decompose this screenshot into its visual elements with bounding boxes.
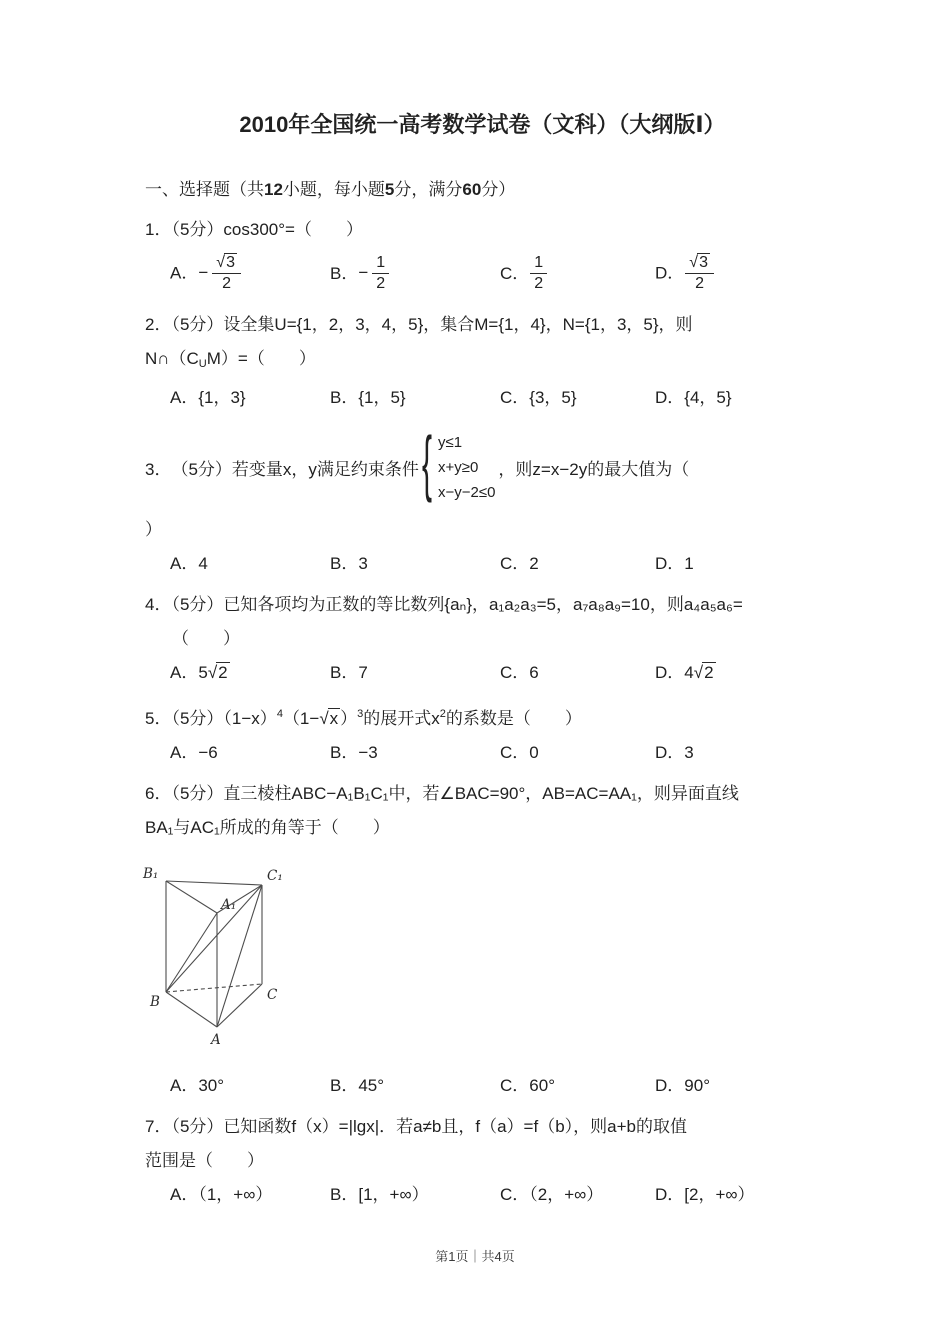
option-label: C． (500, 663, 530, 682)
option-text: 2 (529, 554, 539, 573)
question-number: 5． (145, 709, 172, 728)
radical (208, 662, 230, 682)
section-text: 分，满分 (394, 180, 463, 199)
question-1-stem (145, 213, 820, 247)
fraction (212, 253, 241, 293)
question-1-options (145, 247, 820, 301)
question-4 (145, 588, 820, 690)
question-6-stem-line2: BA₁与AC₁所成的角等于（ ） (145, 818, 390, 837)
q3-option-b (330, 547, 500, 581)
sqrt-sign: √ (207, 663, 217, 682)
option-label: C． (500, 1076, 530, 1095)
option-label: D． (655, 388, 685, 407)
question-2-stem (145, 308, 820, 342)
stem-text: N∩（C (145, 349, 199, 368)
q7-option-b (330, 1178, 500, 1212)
option-label: B． (330, 663, 359, 682)
edge-BA (166, 992, 217, 1027)
question-number: 7． (145, 1117, 172, 1136)
minus-sign: − (358, 263, 369, 283)
q4-option-d (655, 656, 820, 690)
question-number: 4． (145, 595, 172, 614)
q1-option-a (170, 254, 330, 294)
stem-text: ） (340, 709, 358, 728)
q3-option-c (500, 547, 655, 581)
q3-option-d (655, 547, 820, 581)
constraint-system (421, 423, 496, 505)
option-label: A． (170, 743, 199, 762)
fraction (685, 253, 714, 293)
option-text: −6 (198, 743, 218, 762)
option-text: {1，3} (198, 388, 246, 407)
radicand: 2 (218, 663, 228, 682)
option-text: [1，+∞） (358, 1185, 429, 1204)
stem-text: （5分）cos300°=（ ） (171, 220, 363, 239)
coefficient: 4 (684, 663, 694, 682)
question-number: 3． (145, 460, 172, 479)
q4-option-b (330, 656, 500, 690)
section-header (145, 173, 820, 207)
option-text: 3 (684, 743, 694, 762)
option-label: A． (170, 663, 199, 682)
radicand: 2 (704, 663, 714, 682)
question-number: 2． (145, 315, 172, 334)
stem-text: （5分）若变量x，y满足约束条件 (171, 460, 419, 479)
q7-option-d (655, 1178, 820, 1212)
question-3-close-paren: ） (145, 520, 162, 539)
page-title: 2010年全国统一高考数学试卷（文科）（大纲版Ⅰ） (239, 112, 726, 137)
q2-option-d (655, 381, 820, 415)
question-3-stem (145, 422, 820, 513)
q4-option-c (500, 656, 655, 690)
exponent-3: 3 (357, 708, 364, 720)
question-5-stem (145, 697, 820, 736)
vertex-label-A: A (211, 1032, 221, 1048)
vertex-label-B1: B₁ (143, 866, 159, 882)
edge-B1A1 (166, 881, 217, 913)
sqrt-sign: √ (216, 254, 225, 272)
option-text: 7 (358, 663, 368, 682)
stem-text: （5分）直三棱柱ABC−A₁B₁C₁中，若∠BAC=90°，AB=AC=AA₁，则异面直线 (171, 784, 739, 803)
diagonal-BA1 (166, 913, 217, 992)
q5-option-b (330, 736, 500, 770)
constraint-2: x+y≥0 (437, 459, 479, 476)
question-2-stem-line2 (145, 342, 820, 381)
q1-option-d (655, 254, 820, 294)
section-text: 小题，每小题 (282, 180, 385, 199)
denominator: 2 (695, 275, 705, 292)
q6-option-c (500, 1069, 655, 1103)
section-text: 一、选择题（共 (145, 180, 264, 199)
option-text: 1 (684, 554, 694, 573)
diagonal-BC1 (166, 885, 262, 992)
constraint-3: x−y−2≤0 (437, 484, 496, 501)
denominator: 2 (534, 274, 544, 292)
brace-icon: { (421, 423, 432, 505)
question-4-options (145, 656, 820, 690)
page-number: 第1页｜共4页 (435, 1249, 515, 1264)
question-3 (145, 422, 820, 581)
option-label: D． (655, 1185, 685, 1204)
question-2-options (145, 381, 820, 415)
question-number: 1． (145, 220, 172, 239)
edge-BC-hidden (166, 984, 262, 992)
question-7 (145, 1110, 820, 1212)
option-label: A． (170, 263, 199, 283)
option-text: （1，+∞） (198, 1185, 273, 1204)
numerator: 1 (372, 254, 389, 274)
option-label: C． (500, 263, 530, 283)
stem-text: M）=（ ） (206, 349, 316, 368)
option-text: （2，+∞） (529, 1185, 604, 1204)
vertex-label-C1: C₁ (267, 868, 283, 884)
option-label: A． (170, 388, 199, 407)
q2-option-b (330, 381, 500, 415)
option-label: C． (500, 1185, 530, 1204)
option-label: D． (655, 263, 685, 283)
subscript-U: U (198, 358, 207, 370)
question-6-options (145, 1069, 820, 1103)
fraction (530, 254, 547, 293)
option-label: B． (330, 263, 359, 283)
option-text: {1，5} (358, 388, 406, 407)
coefficient: 5 (198, 663, 208, 682)
numerator: 1 (530, 254, 547, 274)
exponent-4: 4 (276, 708, 283, 720)
option-label: B． (330, 1185, 359, 1204)
stem-text: 的系数是（ ） (445, 709, 582, 728)
exponent-2: 2 (439, 708, 446, 720)
denominator: 2 (376, 274, 386, 292)
q2-option-c (500, 381, 655, 415)
question-1 (145, 213, 820, 301)
question-4-stem (145, 588, 820, 622)
question-6 (145, 777, 820, 1103)
question-number: 6． (145, 784, 172, 803)
stem-text: 的展开式x (363, 709, 440, 728)
question-5 (145, 697, 820, 770)
section-points-each: 5 (384, 180, 395, 199)
radicand: 3 (226, 254, 235, 272)
option-text: 45° (358, 1076, 385, 1095)
question-7-stem (145, 1110, 820, 1144)
sqrt-sign: √ (319, 709, 328, 728)
q6-option-b (330, 1069, 500, 1103)
sqrt-sign: √ (693, 663, 703, 682)
stem-text: ，则z=x−2y的最大值为（ (498, 460, 690, 479)
option-label: B． (330, 1076, 359, 1095)
option-label: B． (330, 388, 359, 407)
question-2 (145, 308, 820, 415)
vertex-label-A1: A₁ (221, 897, 237, 913)
section-points-total: 60 (462, 180, 482, 199)
stem-text: （5分）（1−x） (171, 709, 277, 728)
q3-option-a (170, 547, 330, 581)
option-label: D． (655, 663, 685, 682)
prism-figure-svg (141, 859, 301, 1051)
radicand: 3 (699, 254, 708, 272)
sqrt-sign: √ (689, 254, 698, 272)
question-6-stem (145, 777, 820, 811)
q6-option-a (170, 1069, 330, 1103)
q1-option-b (330, 255, 500, 294)
option-label: D． (655, 1076, 685, 1095)
option-label: D． (655, 554, 685, 573)
option-text: 0 (529, 743, 539, 762)
q5-option-d (655, 736, 820, 770)
radical (319, 708, 340, 728)
option-text: [2，+∞） (684, 1185, 755, 1204)
question-4-stem-line2: （ ） (172, 629, 240, 648)
radical (694, 662, 716, 682)
stem-text: （5分）设全集U={1，2，3，4，5}，集合M={1，4}，N={1，3，5}，则 (171, 315, 693, 334)
q5-option-c (500, 736, 655, 770)
option-text: 60° (529, 1076, 555, 1095)
q7-option-c (500, 1178, 655, 1212)
q4-option-a (170, 656, 330, 690)
option-label: B． (330, 743, 359, 762)
minus-sign: − (198, 263, 209, 283)
section-count: 12 (264, 180, 283, 199)
q5-option-a (170, 736, 330, 770)
option-label: A． (170, 554, 199, 573)
question-3-options (145, 547, 820, 581)
radicand: x (329, 709, 339, 728)
constraints (438, 430, 495, 505)
q1-option-c (500, 255, 655, 294)
question-5-options (145, 736, 820, 770)
question-7-stem-line2: 范围是（ ） (145, 1151, 264, 1170)
fraction (372, 254, 389, 293)
option-text: 30° (198, 1076, 225, 1095)
option-text: 90° (684, 1076, 710, 1095)
vertex-label-C: C (267, 987, 278, 1003)
q2-option-a (170, 381, 330, 415)
stem-text: （5分）已知各项均为正数的等比数列{aₙ}，a₁a₂a₃=5，a₇a₈a₉=10，则a₄a₅a₆= (171, 595, 743, 614)
option-label: C． (500, 388, 530, 407)
option-label: C． (500, 554, 530, 573)
option-label: A． (170, 1076, 199, 1095)
option-text: {4，5} (684, 388, 732, 407)
option-text: −3 (358, 743, 378, 762)
q6-option-d (655, 1069, 820, 1103)
denominator: 2 (222, 275, 232, 292)
stem-text: （5分）已知函数f（x）=|lgx|．若a≠b且，f（a）=f（b），则a+b的取值 (171, 1117, 687, 1136)
option-text: 6 (529, 663, 539, 682)
q7-option-a (170, 1178, 330, 1212)
section-text: 分） (481, 180, 516, 199)
option-text: {3，5} (529, 388, 577, 407)
vertex-label-B: B (150, 994, 160, 1010)
question-7-options (145, 1178, 820, 1212)
option-text: 4 (198, 554, 208, 573)
edge-B1C1 (166, 881, 262, 885)
option-label: A． (170, 1185, 199, 1204)
option-label: D． (655, 743, 685, 762)
option-label: B． (330, 554, 359, 573)
constraint-1: y≤1 (437, 434, 463, 451)
option-label: C． (500, 743, 530, 762)
prism-figure (141, 859, 820, 1051)
stem-text: （1− (282, 709, 320, 728)
option-text: 3 (358, 554, 368, 573)
